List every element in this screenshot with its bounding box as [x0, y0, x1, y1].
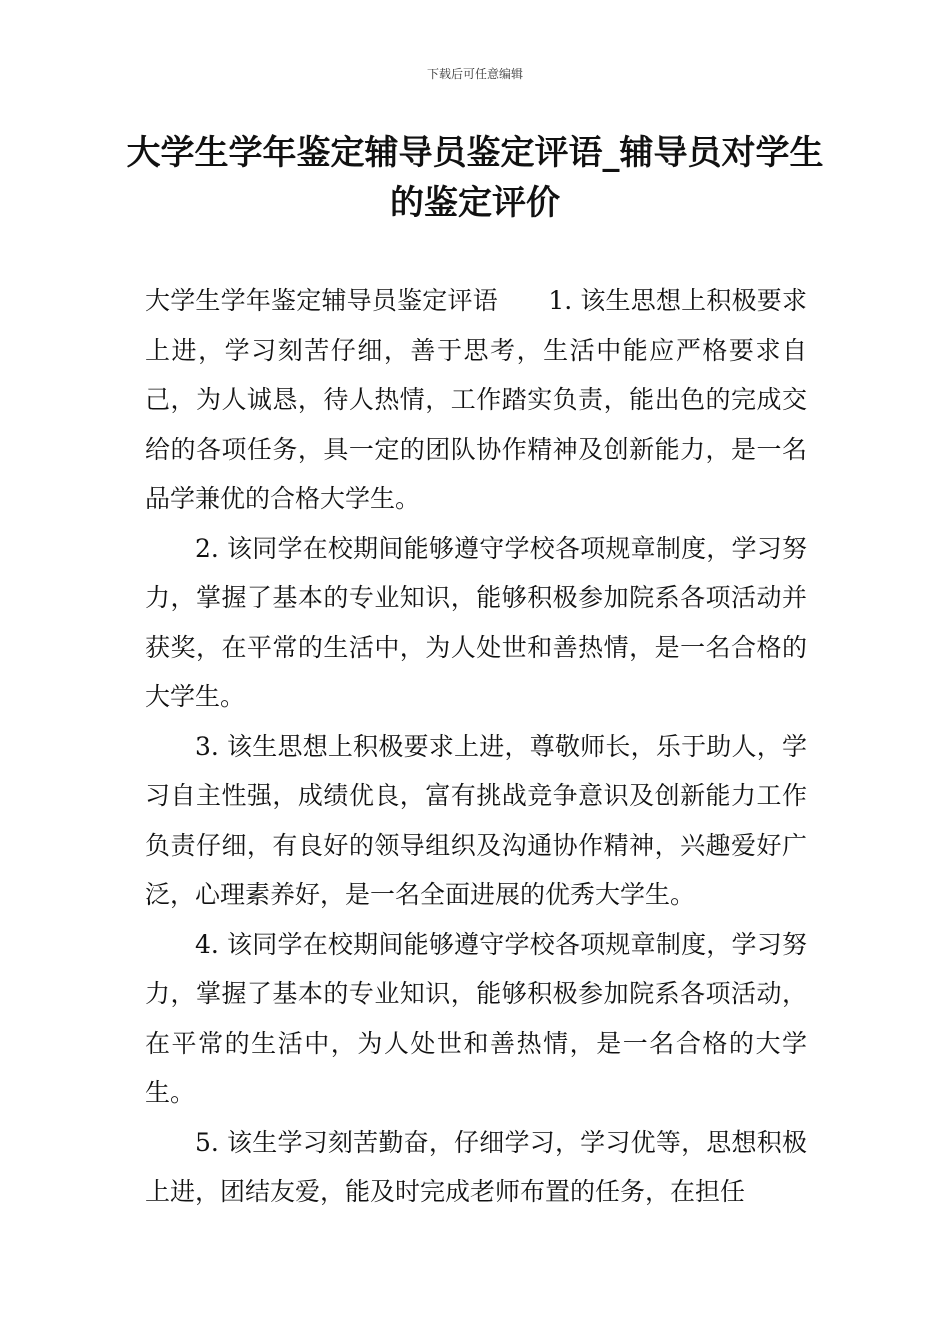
document-body: [145, 276, 807, 1217]
paragraph-4: 4. 该同学在校期间能够遵守学校各项规章制度，学习努力，掌握了基本的专业知识，能够积极参加院系各项活动，在平常的生活中，为人处世和善热情，是一名合格的大学生。: [145, 929, 807, 1107]
paragraph-1: 大学生学年鉴定辅导员鉴定评语 1. 该生思想上积极要求上进，学习刻苦仔细，善于思考，生活中能应严格要求自己，为人诚恳，待人热情，工作踏实负责，能出色的完成交给的各项任务，具一定的团队协作精神及创新能力，是一名品学兼优的合格大学生。: [145, 286, 807, 513]
document-title: 大学生学年鉴定辅导员鉴定评语_辅导员对学生的鉴定评价: [126, 133, 824, 223]
paragraph-3: 3. 该生思想上积极要求上进，尊敬师长，乐于助人，学习自主性强，成绩优良，富有挑战竞争意识及创新能力工作负责仔细，有良好的领导组织及沟通协作精神，兴趣爱好广泛，心理素养好，是一名全面进展的优秀大学生。: [145, 731, 807, 909]
header-note: 下载后可任意编辑: [426, 67, 523, 81]
paragraph-5: 5. 该生学习刻苦勤奋，仔细学习，学习优等，思想积极上进，团结友爱，能及时完成老师布置的任务，在担任: [145, 1127, 807, 1206]
paragraph-2: 2. 该同学在校期间能够遵守学校各项规章制度，学习努力，掌握了基本的专业知识，能够积极参加院系各项活动并获奖，在平常的生活中，为人处世和善热情，是一名合格的大学生。: [145, 533, 807, 711]
